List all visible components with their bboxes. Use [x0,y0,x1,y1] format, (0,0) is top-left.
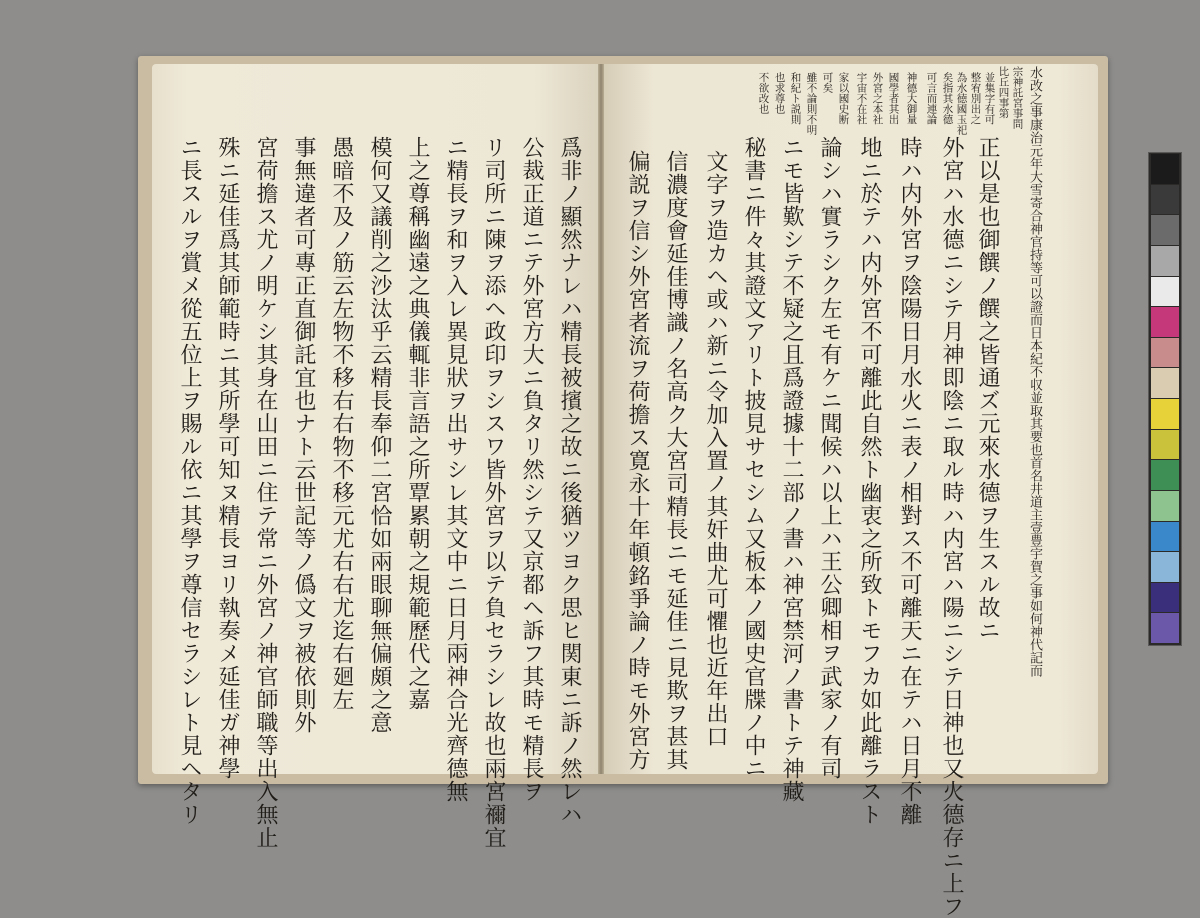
text-column: 愚暗不及ノ筋云左物不移右右物不移元尤右右尤迄右廻左 [329,136,354,711]
text-column: 宗神託宮事問 [1011,66,1024,129]
text-column: 上之尊稱幽遠之典儀輒非言語之所覃累朝之規範歷代之嘉 [405,136,430,711]
text-column: 時ハ内外宮ヲ陰陽日月水火ニ表ノ相對ス不可離天ニ在テハ日月不離 [897,136,922,826]
color-chip [1151,491,1179,521]
text-column: 模何又議削之沙汰乎云精長奉仰二宮恰如兩眼聊無偏頗之意 [367,136,392,734]
note-column: 可矣 [821,72,834,93]
note-column: 家以國史断 [837,72,850,125]
note-column: 宇宙不在社 [855,72,868,125]
color-chip [1151,307,1179,337]
note-column: 外宮之本社 [871,72,884,125]
note-column: 為水徳國玉祀 [955,72,968,135]
color-chip [1151,399,1179,429]
text-column: 地ニ於テハ内外宮不可離此自然ト幽衷之所致トモフカ如此離ラスト [857,136,882,826]
text-column: 宮荷擔ス尤ノ明ケシ其身在山田ニ住テ常ニ外宮ノ神官師職等出入無止 [253,136,278,849]
color-chip [1151,368,1179,398]
color-chip [1151,522,1179,552]
text-column: 爲非ノ顯然ナレハ精長被擯之故ニ後猶ツヨク思ヒ関東ニ訴ノ然レハ [557,136,582,826]
color-chip [1151,277,1179,307]
color-chip [1151,185,1179,215]
color-chip [1151,246,1179,276]
text-column: 偏説ヲ信シ外宮者流ヲ荷擔ス寛永十年頓銘爭論ノ時モ外宮方 [625,150,650,771]
color-chip [1151,338,1179,368]
text-column: 事無違者可專正直御託宜也ナト云世記等ノ僞文ヲ被依則外 [291,136,316,734]
text-column: ニ精長ヲ和ヲ入レ異見狀ヲ出サシレ其文中ニ日月兩神合光齊德無 [443,136,468,803]
color-chip [1151,460,1179,490]
color-calibration-bar [1148,152,1182,646]
color-chip [1151,154,1179,184]
text-column: 外宮ハ水德ニシテ月神即陰ニ取ル時ハ内宮ハ陽ニシテ日神也又火德存ニ上フ [939,136,964,918]
note-column: 也求尊也 [773,72,786,114]
note-column: 可言而連論 [925,72,938,125]
text-column: リ司所ニ陳ヲ添ヘ政印ヲシスワ皆外宮ヲ以テ負セラシレ故也兩宮禰宜 [481,136,506,849]
text-column: 文字ヲ造カヘ或ハ新ニ令加入置ノ其奸曲尤可懼也近年出口 [703,150,728,748]
color-chip [1151,430,1179,460]
note-column: 不欲改也 [757,72,770,114]
book-gutter [598,64,604,774]
text-column: ニ長スルヲ賞メ從五位上ヲ賜ル依ニ其學ヲ尊信セラシレト見ヘタリ [177,136,202,826]
note-column: 和紀ト説則 [789,72,802,125]
text-column: 殊ニ延佳爲其師範時ニ其所學可知ヌ精長ヨリ執奏メ延佳ガ神學 [215,136,240,780]
note-column: 並集字有可 [983,72,996,125]
note-column: 國學者其出 [887,72,900,125]
note-column: 整宥別出之 [969,72,982,125]
text-column: 論シハ實ラシク左モ有ケニ聞候ハ以上ハ王公卿相ヲ武家ノ有司 [817,136,842,780]
color-chip [1151,583,1179,613]
text-column: 水改之事康治元年大雪寄合神官持等可以證而日本紀不収並取其要也首名井道主壹豊宇賀之事如何神代記而 [1027,66,1042,677]
text-column: 公裁正道ニテ外宮方大ニ負タリ然シテ又京都ヘ訴フ其時モ精長ヲ [519,136,544,803]
color-chip [1151,552,1179,582]
note-column: 雖不論則不明 [805,72,818,135]
color-chip [1151,215,1179,245]
text-column: 正以是也御饌ノ饌之皆通ズ元來水德ヲ生スル故ニ [975,136,1000,642]
text-column: ニモ皆歎シテ不疑之且爲證據十二部ノ書ハ神宮禁河ノ書トテ神藏 [779,136,804,803]
color-chip [1151,613,1179,643]
note-column: 神德大御量 [905,72,918,125]
note-column: 矣指其水德 [941,72,954,125]
text-column: 秘書ニ件々其證文アリト披見サセシム又板本ノ國史官牒ノ中ニ [741,136,766,780]
text-column: 比丘四事第 [997,66,1010,119]
text-column: 信濃度會延佳博識ノ名高ク大宮司精長ニモ延佳ニ見欺ヲ甚其 [663,150,688,771]
